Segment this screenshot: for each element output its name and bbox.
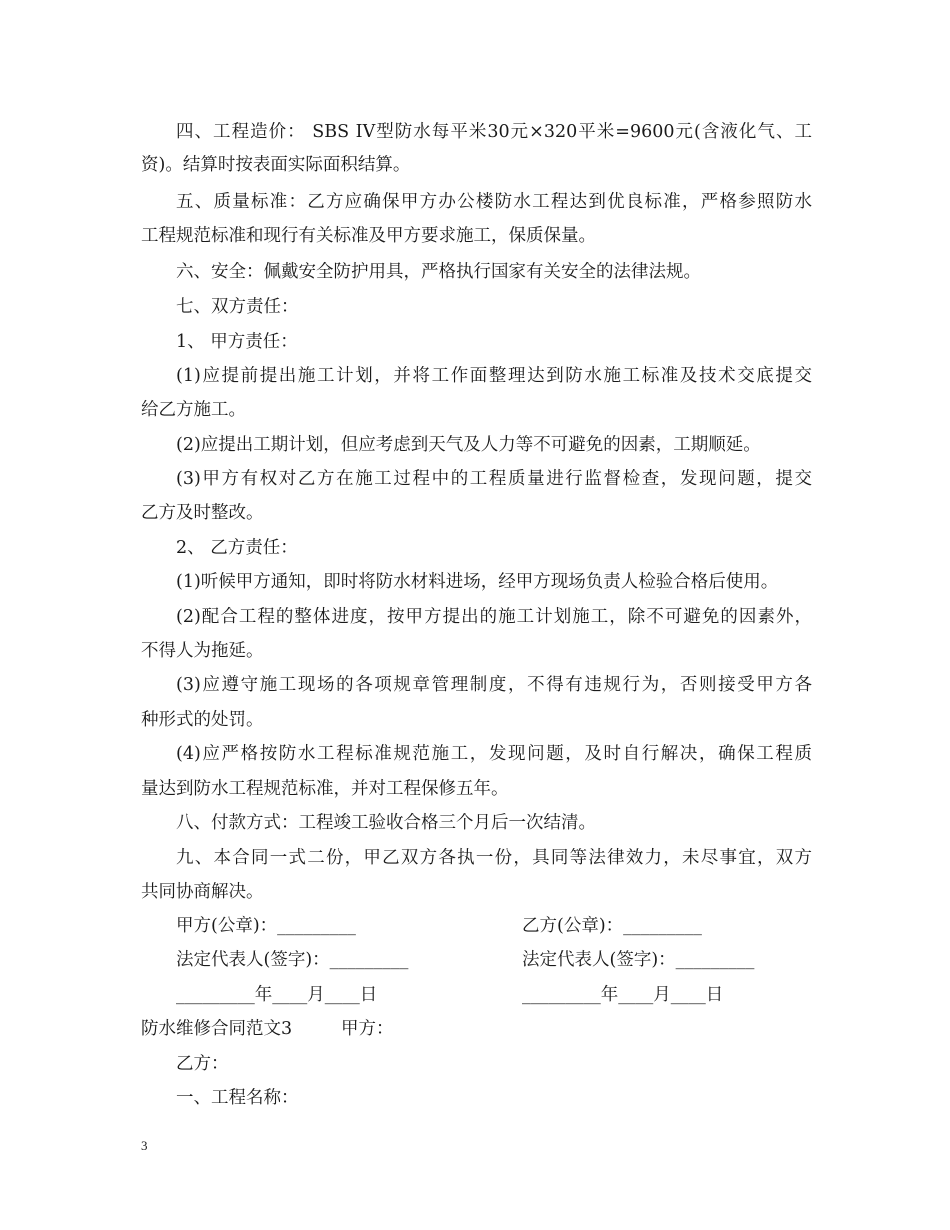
section-heading: 七、双方责任： <box>176 297 299 317</box>
next-contract-title: 防水维修合同范文3 <box>141 1019 293 1039</box>
paragraph-line: (4)应严格按防水工程标准规范施工，发现问题，及时自行解决，确保工程质 <box>176 744 812 764</box>
next-contract-party-a: 甲方： <box>341 1019 394 1039</box>
paragraph-line: 不得人为拖延。 <box>141 641 264 661</box>
paragraph-line: (2)配合工程的整体进度，按甲方提出的施工计划施工，除不可避免的因素外， <box>176 607 812 627</box>
paragraph-line: 量达到防水工程规范标准，并对工程保修五年。 <box>141 779 509 799</box>
subsection-heading: 1、 甲方责任： <box>176 332 298 352</box>
party-b-seal: 乙方(公章)：_________ <box>522 916 702 936</box>
paragraph-line: (3)应遵守施工现场的各项规章管理制度，不得有违规行为，否则接受甲方各 <box>176 675 812 695</box>
party-a-representative: 法定代表人(签字)：_________ <box>176 950 409 970</box>
next-contract-item: 一、工程名称： <box>176 1088 299 1108</box>
paragraph-line: (1)听候甲方通知，即时将防水材料进场，经甲方现场负责人检验合格后使用。 <box>176 572 779 592</box>
party-a-seal: 甲方(公章)：_________ <box>176 916 356 936</box>
paragraph-line: 五、质量标准：乙方应确保甲方办公楼防水工程达到优良标准，严格参照防水 <box>176 192 812 212</box>
paragraph-line: 资)。结算时按表面实际面积结算。 <box>141 155 411 175</box>
paragraph-line: 六、安全：佩戴安全防护用具，严格执行国家有关安全的法律法规。 <box>176 262 701 282</box>
paragraph-line: (2)应提出工期计划，但应考虑到天气及人力等不可避免的因素，工期顺延。 <box>176 435 761 455</box>
paragraph-line: (3)甲方有权对乙方在施工过程中的工程质量进行监督检查，发现问题，提交 <box>176 469 812 489</box>
paragraph-line: 种形式的处罚。 <box>141 710 264 730</box>
page-number: 3 <box>141 1138 148 1153</box>
subsection-heading: 2、 乙方责任： <box>176 538 298 558</box>
paragraph-line: (1)应提前提出施工计划，并将工作面整理达到防水施工标准及技术交底提交 <box>176 366 812 386</box>
paragraph-line: 九、本合同一式二份，甲乙双方各执一份，具同等法律效力，未尽事宜，双方 <box>176 848 812 868</box>
paragraph-line: 乙方及时整改。 <box>141 503 264 523</box>
paragraph-line: 四、工程造价： SBS IV型防水每平米30元×320平米=9600元(含液化气、工 <box>176 122 812 142</box>
party-b-representative: 法定代表人(签字)：_________ <box>522 950 755 970</box>
party-b-date: _________年____月____日 <box>522 985 724 1005</box>
paragraph-line: 给乙方施工。 <box>141 400 246 420</box>
paragraph-line: 八、付款方式：工程竣工验收合格三个月后一次结清。 <box>176 813 596 833</box>
party-a-date: _________年____月____日 <box>176 985 378 1005</box>
next-contract-party-b: 乙方： <box>176 1054 229 1074</box>
paragraph-line: 工程规范标准和现行有关标准及甲方要求施工，保质保量。 <box>141 226 596 246</box>
paragraph-line: 共同协商解决。 <box>141 882 264 902</box>
